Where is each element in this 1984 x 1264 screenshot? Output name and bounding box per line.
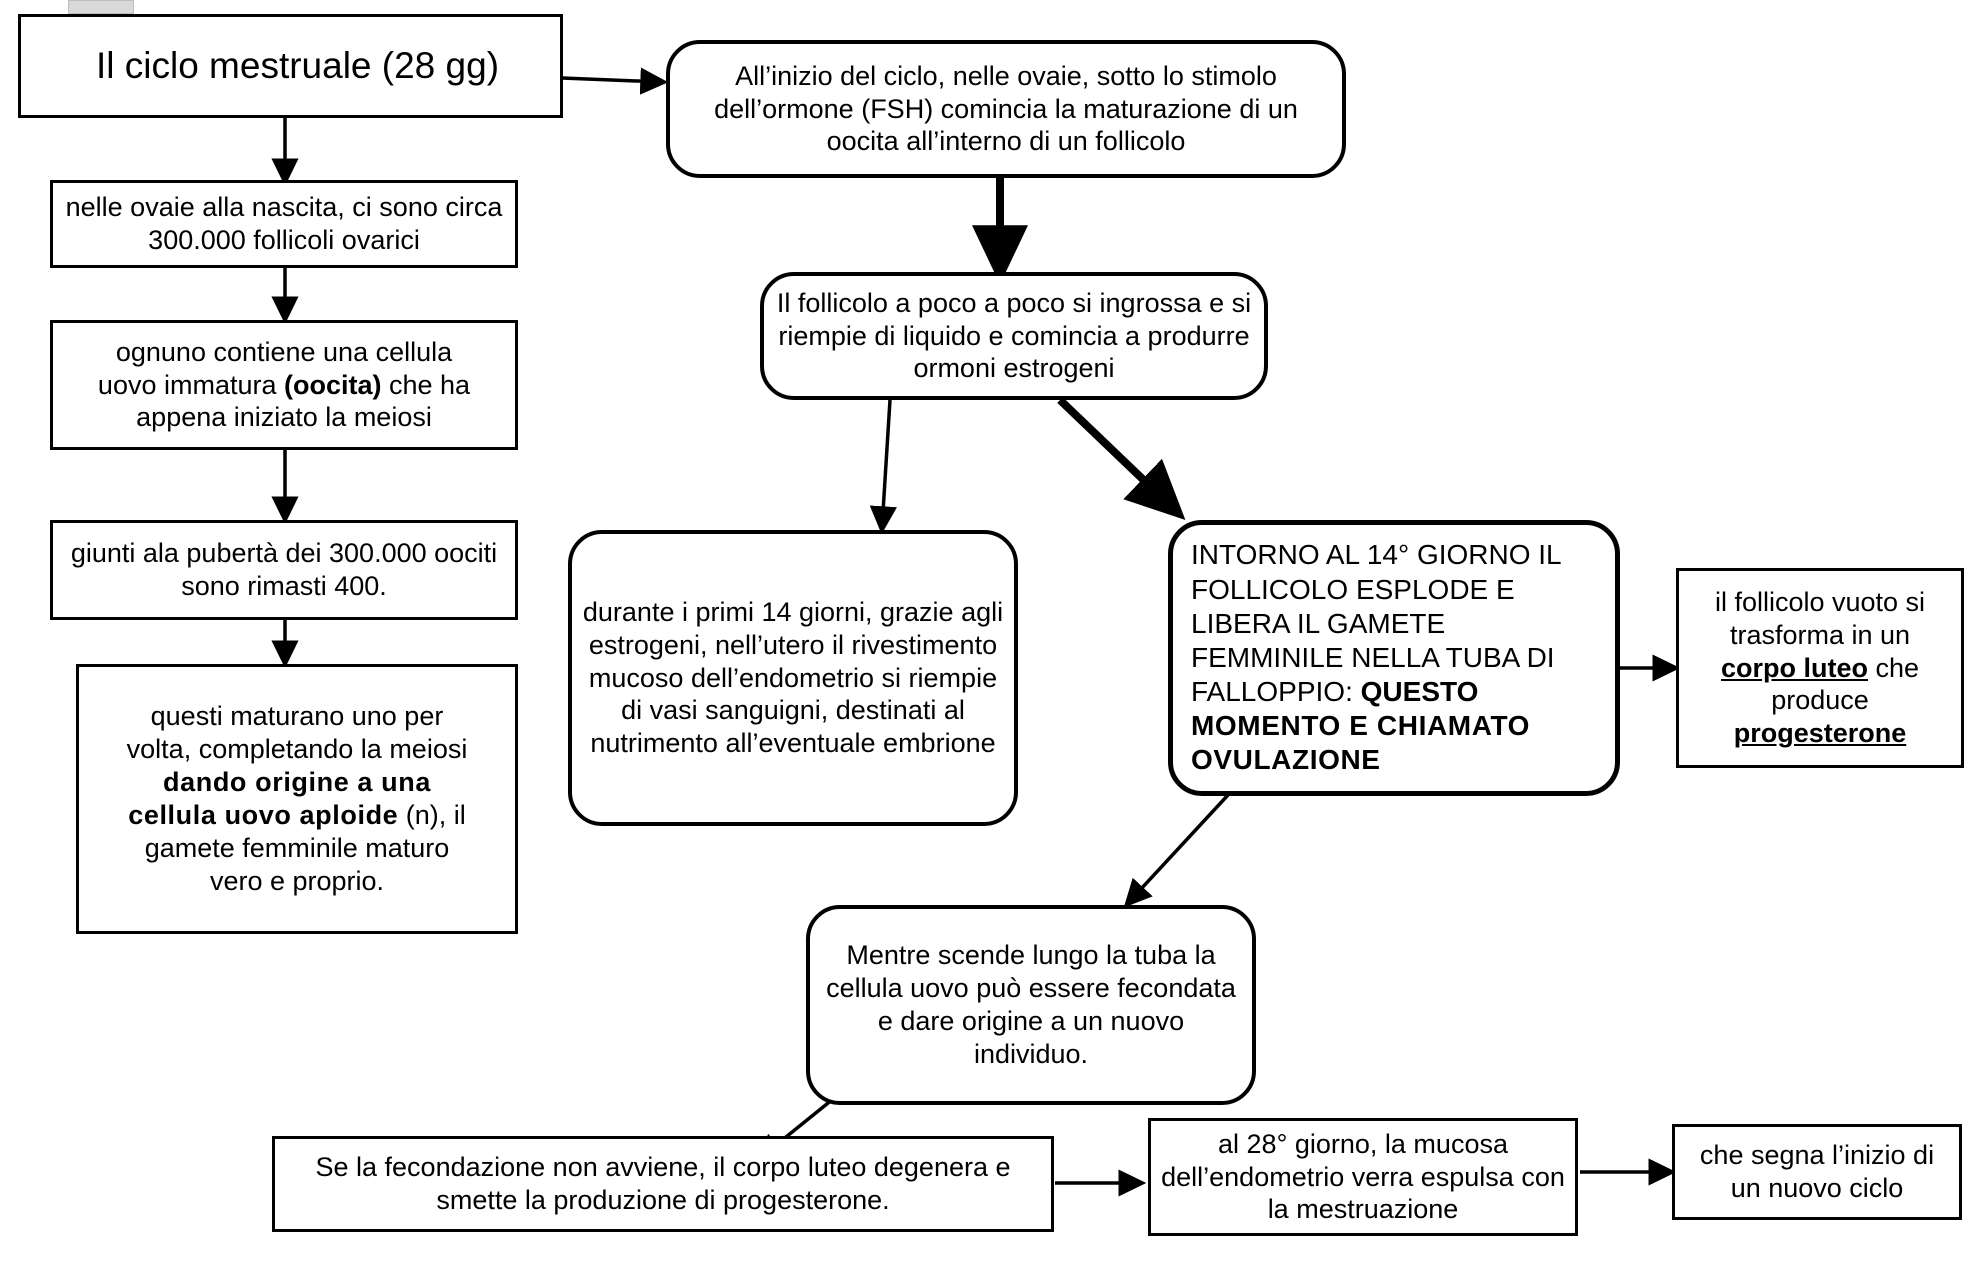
- line-5: gamete femminile maturo: [144, 832, 450, 863]
- node-follicolo-ingrossa-text: Il follicolo a poco a poco si ingrossa e si riempie di liquido e comincia a produrre ormoni estrogeni: [776, 287, 1252, 384]
- node-corpo-luteo: [1676, 568, 1964, 768]
- scan-artifact-strip: [68, 0, 134, 14]
- node-inizio-ciclo-text: All’inizio del ciclo, nelle ovaie, sotto lo stimolo dell’ormone (FSH) comincia la maturazione di un oocita all’interno di un follicolo: [714, 60, 1298, 157]
- line-1: questi maturano uno per: [150, 701, 444, 732]
- node-title-text: Il ciclo mestruale (28 gg): [95, 45, 500, 87]
- line-3: LIBERA IL GAMETE: [1191, 607, 1446, 639]
- node-puberta-text: giunti ala pubertà dei 300.000 oociti sono rimasti 400.: [70, 538, 498, 601]
- node-puberta: [50, 520, 518, 620]
- node-ovaie-nascita-text: nelle ovaie alla nascita, ci sono circa 300.000 follicoli ovarici: [65, 192, 503, 255]
- line-4b: (n), il: [398, 800, 466, 830]
- node-ognuno-contiene-text: [61, 336, 507, 435]
- node-nuovo-ciclo-text: che segna l’inizio di un nuovo ciclo: [1699, 1140, 1935, 1203]
- line-5a: FALLOPPIO:: [1191, 676, 1361, 708]
- node-primi-14-giorni: [568, 530, 1018, 826]
- line-5b: QUESTO: [1360, 676, 1479, 708]
- node-follicolo-ingrossa: [760, 272, 1268, 400]
- node-ognuno-contiene: [50, 320, 518, 450]
- node-discesa-tuba-text: Mentre scende lungo la tuba la cellula uovo può essere fecondata e dare origine a un nuovo individuo.: [826, 940, 1236, 1069]
- node-maturano: [76, 664, 518, 934]
- node-primi-14-giorni-text: durante i primi 14 giorni, grazie agli estrogeni, nell’utero il rivestimento mucoso dell’endometrio si riempie di vasi sanguigni, destinati al nutrimento all’eventuale embrione: [582, 596, 1004, 759]
- line-3: dando origine a una: [163, 767, 431, 798]
- node-ovulazione: [1168, 520, 1620, 796]
- line-2: FOLLICOLO ESPLODE E: [1191, 573, 1515, 605]
- node-ovulazione-text: [1181, 538, 1607, 777]
- line-2a: uovo immatura: [97, 369, 284, 400]
- node-corpo-luteo-text: [1687, 586, 1953, 751]
- node-nuovo-ciclo: [1672, 1124, 1962, 1220]
- node-inizio-ciclo: [666, 40, 1346, 178]
- line-4: FEMMINILE NELLA TUBA DI: [1191, 641, 1555, 673]
- line-1: il follicolo vuoto si: [1714, 586, 1926, 617]
- node-giorno-28: [1148, 1118, 1578, 1236]
- line-5: progesterone: [1733, 718, 1907, 749]
- line-2: volta, completando la meiosi: [126, 734, 468, 765]
- line-2c: che ha: [381, 369, 471, 400]
- line-1: INTORNO AL 14° GIORNO IL: [1191, 539, 1562, 571]
- line-1: ognuno contiene una cellula: [115, 336, 453, 367]
- line-3a: corpo luteo: [1720, 652, 1868, 683]
- line-6: vero e proprio.: [209, 865, 385, 896]
- node-no-fecondazione-text: Se la fecondazione non avviene, il corpo luteo degenera e smette la produzione di progesterone.: [315, 1152, 1011, 1215]
- node-title: [18, 14, 563, 118]
- node-maturano-text: [87, 700, 507, 898]
- line-6: MOMENTO E CHIAMATO: [1191, 710, 1531, 742]
- line-2b: (oocita): [284, 369, 382, 400]
- line-4a: cellula uovo aploide: [128, 800, 399, 830]
- line-2: trasforma in un: [1729, 619, 1911, 650]
- node-giorno-28-text: al 28° giorno, la mucosa dell’endometrio verra espulsa con la mestruazione: [1161, 1128, 1565, 1225]
- line-4: produce: [1771, 685, 1869, 716]
- node-discesa-tuba: [806, 905, 1256, 1105]
- line-7: OVULAZIONE: [1191, 744, 1381, 776]
- line-3: appena iniziato la meiosi: [136, 402, 432, 433]
- node-ovaie-nascita: [50, 180, 518, 268]
- line-3b: che: [1867, 652, 1920, 683]
- node-no-fecondazione: [272, 1136, 1054, 1232]
